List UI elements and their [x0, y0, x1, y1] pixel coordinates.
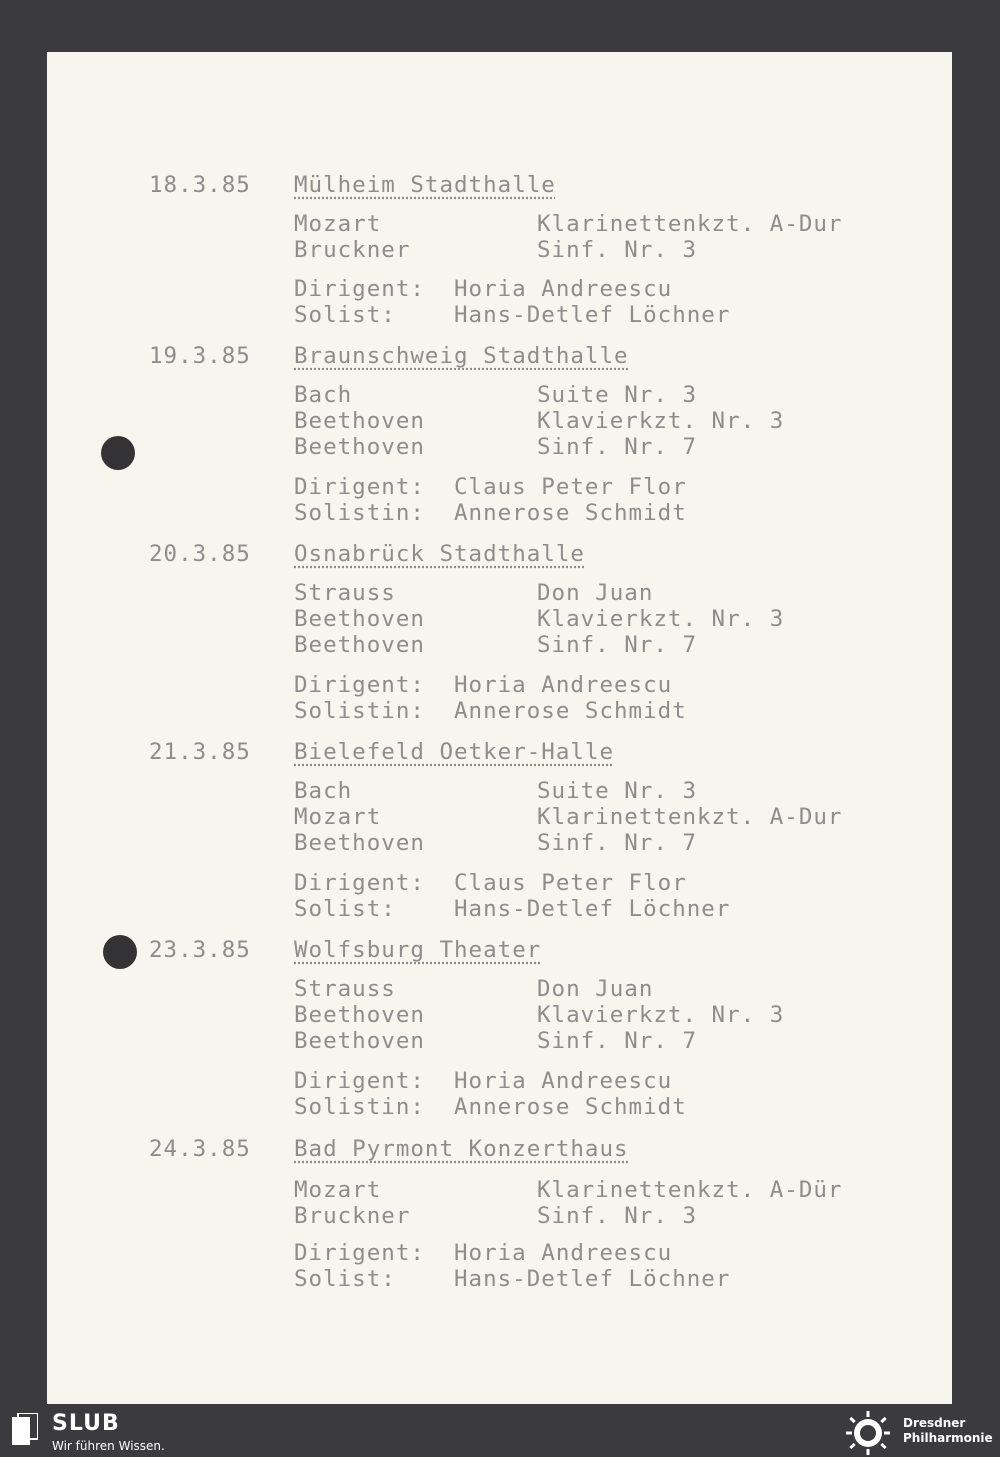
composer: Strauss [294, 580, 396, 606]
concert-venue: Osnabrück Stadthalle [294, 541, 585, 567]
work-title: Sinf. Nr. 7 [537, 830, 698, 856]
credit-name: Horia Andreescu [454, 672, 673, 698]
partner-name-line: Dresdner [903, 1416, 966, 1430]
composer: Bruckner [294, 1203, 411, 1229]
work-title: Suite Nr. 3 [537, 778, 698, 804]
work-title: Sinf. Nr. 7 [537, 434, 698, 460]
credit-role: Solistin: [294, 698, 425, 724]
composer: Beethoven [294, 1028, 425, 1054]
concert-venue: Bielefeld Oetker-Halle [294, 739, 615, 765]
credit-name: Horia Andreescu [454, 1240, 673, 1266]
credit-name: Annerose Schmidt [454, 500, 687, 526]
credit-role: Dirigent: [294, 870, 425, 896]
composer: Mozart [294, 211, 382, 237]
program-item [294, 778, 894, 805]
work-title: Klavierkzt. Nr. 3 [537, 408, 785, 434]
soloist-credit [294, 896, 730, 922]
program-item [294, 1028, 894, 1055]
soloist-credit [294, 1094, 687, 1120]
conductor-credit [294, 276, 672, 302]
work-title: Sinf. Nr. 3 [537, 237, 698, 263]
credit-role: Solist: [294, 1266, 396, 1292]
program-item [294, 1002, 894, 1029]
composer: Mozart [294, 1177, 382, 1203]
composer: Beethoven [294, 434, 425, 460]
program-item [294, 382, 894, 409]
work-title: Don Juan [537, 976, 654, 1002]
work-title: Sinf. Nr. 3 [537, 1203, 698, 1229]
composer: Mozart [294, 804, 382, 830]
concert-date: 23.3.85 [149, 937, 251, 963]
library-tagline: Wir führen Wissen. [52, 1439, 165, 1453]
composer: Beethoven [294, 1002, 425, 1028]
composer: Beethoven [294, 408, 425, 434]
work-title: Klarinettenkzt. A-Dur [537, 211, 843, 237]
composer: Strauss [294, 976, 396, 1002]
library-name: SLUB [52, 1411, 120, 1436]
credit-name: Annerose Schmidt [454, 1094, 687, 1120]
credit-role: Dirigent: [294, 276, 425, 302]
work-title: Sinf. Nr. 7 [537, 632, 698, 658]
philharmonie-logo-icon [842, 1411, 894, 1455]
composer: Bruckner [294, 237, 411, 263]
concert-date: 19.3.85 [149, 343, 251, 369]
credit-name: Hans-Detlef Löchner [454, 302, 731, 328]
composer: Bach [294, 778, 353, 804]
credit-role: Solist: [294, 896, 396, 922]
work-title: Klavierkzt. Nr. 3 [537, 606, 785, 632]
soloist-credit [294, 1266, 730, 1292]
concert-date: 24.3.85 [149, 1136, 251, 1162]
concert-venue: Braunschweig Stadthalle [294, 343, 629, 369]
concert-venue: Bad Pyrmont Konzerthaus [294, 1136, 629, 1162]
program-item [294, 237, 894, 264]
work-title: Klarinettenkzt. A-Dür [537, 1177, 843, 1203]
program-item [294, 976, 894, 1003]
program-item [294, 408, 894, 435]
program-item [294, 580, 894, 607]
concert-date: 18.3.85 [149, 172, 251, 198]
program-item [294, 1177, 894, 1204]
program-item [294, 804, 894, 831]
credit-role: Solist: [294, 302, 396, 328]
concert-venue: Mülheim Stadthalle [294, 172, 556, 198]
work-title: Klavierkzt. Nr. 3 [537, 1002, 785, 1028]
credit-name: Horia Andreescu [454, 1068, 673, 1094]
conductor-credit [294, 474, 687, 500]
composer: Beethoven [294, 830, 425, 856]
composer: Beethoven [294, 606, 425, 632]
slub-logo-icon [12, 1413, 38, 1445]
work-title: Sinf. Nr. 7 [537, 1028, 698, 1054]
concert-schedule [47, 52, 952, 1404]
credit-role: Solistin: [294, 500, 425, 526]
program-item [294, 1203, 894, 1230]
soloist-credit [294, 698, 687, 724]
credit-name: Hans-Detlef Löchner [454, 896, 731, 922]
program-item [294, 632, 894, 659]
composer: Beethoven [294, 632, 425, 658]
soloist-credit [294, 302, 730, 328]
credit-role: Dirigent: [294, 474, 425, 500]
program-item [294, 434, 894, 461]
partner-name-line: Philharmonie [903, 1431, 993, 1445]
concert-date: 20.3.85 [149, 541, 251, 567]
conductor-credit [294, 870, 687, 896]
credit-name: Claus Peter Flor [454, 870, 687, 896]
document-page [47, 52, 952, 1404]
concert-date: 21.3.85 [149, 739, 251, 765]
footer-bar [0, 1405, 1000, 1457]
credit-role: Solistin: [294, 1094, 425, 1120]
conductor-credit [294, 1240, 672, 1266]
credit-name: Hans-Detlef Löchner [454, 1266, 731, 1292]
partner-name [903, 1416, 993, 1446]
conductor-credit [294, 672, 672, 698]
credit-name: Annerose Schmidt [454, 698, 687, 724]
composer: Bach [294, 382, 353, 408]
credit-role: Dirigent: [294, 672, 425, 698]
program-item [294, 211, 894, 238]
credit-name: Horia Andreescu [454, 276, 673, 302]
conductor-credit [294, 1068, 672, 1094]
work-title: Suite Nr. 3 [537, 382, 698, 408]
work-title: Don Juan [537, 580, 654, 606]
credit-role: Dirigent: [294, 1240, 425, 1266]
credit-role: Dirigent: [294, 1068, 425, 1094]
concert-venue: Wolfsburg Theater [294, 937, 542, 963]
program-item [294, 830, 894, 857]
soloist-credit [294, 500, 687, 526]
program-item [294, 606, 894, 633]
credit-name: Claus Peter Flor [454, 474, 687, 500]
work-title: Klarinettenkzt. A-Dur [537, 804, 843, 830]
